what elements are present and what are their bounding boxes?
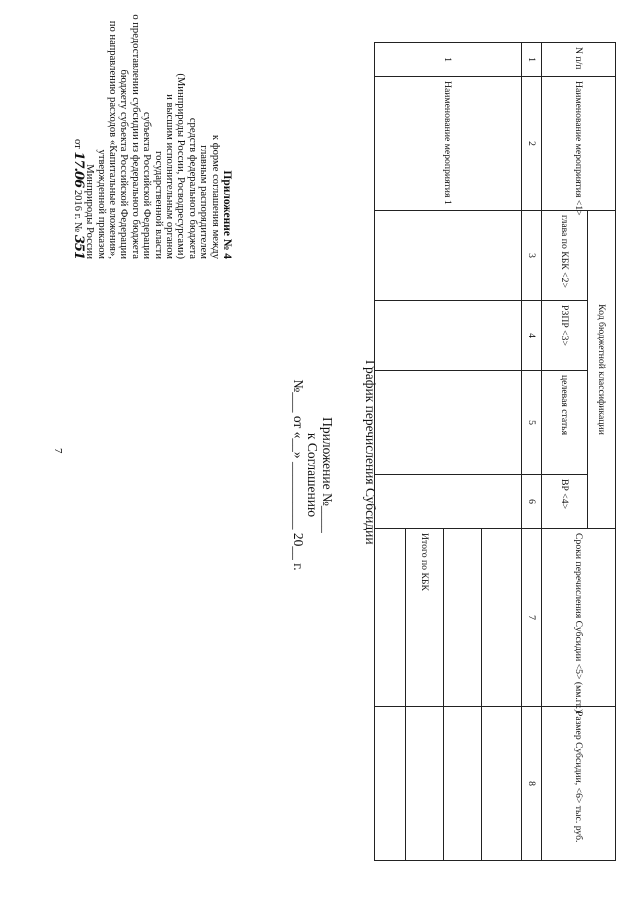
row-name: Наименование мероприятия 1 — [375, 77, 522, 211]
col-number: 1 — [522, 43, 542, 77]
subsidy-schedule-table — [375, 42, 616, 860]
annex-line: (Минприроды России, Росводресурсами) — [175, 73, 187, 259]
cell-terms — [444, 529, 482, 707]
header-num: N п/п — [542, 43, 616, 77]
cell-rzpr — [375, 301, 522, 371]
header-kbk-group: Код бюджетной классификации — [588, 211, 616, 529]
cell-amount — [482, 707, 522, 861]
header-name: Наименование мероприятия <1> — [542, 77, 616, 211]
cell-terms — [375, 529, 406, 707]
cell-cs — [375, 371, 522, 475]
annex-line: Минприроды России — [84, 164, 96, 259]
row-num: 1 — [375, 43, 522, 77]
annex-line: о предоставлении субсидии из федерального бюджета — [129, 14, 141, 259]
table-title: График перечисления Субсидии — [363, 360, 378, 545]
cell-glava — [375, 211, 522, 301]
annex-line: утвержденной приказом — [95, 149, 107, 259]
annex-date-year: 2016 г. № — [71, 189, 83, 233]
cell-amount — [406, 707, 444, 861]
agreement-label: к Соглашению — [305, 432, 321, 518]
annex-date-prefix: от — [71, 138, 83, 149]
header-cs: целевая статья — [542, 371, 588, 475]
annex-line: государственной власти — [152, 150, 164, 259]
annex-stamp — [71, 4, 232, 259]
annex-line: бюджету субъекта Российской Федерации — [118, 69, 130, 259]
cell-terms — [482, 529, 522, 707]
appendix-label: Приложение №____ — [320, 417, 335, 533]
annex-line: по направлению расходов «Капитальные вложения», — [106, 20, 118, 259]
handwritten-date: 17.06 — [70, 151, 86, 188]
col-number: 8 — [522, 707, 542, 861]
agreement-header — [291, 350, 335, 600]
annex-title: Приложение № 4 — [221, 170, 233, 259]
annex-line: субъекта Российской Федерации — [141, 111, 153, 259]
cell-amount — [444, 707, 482, 861]
header-rzpr: РЗПР <3> — [542, 301, 588, 371]
annex-line: и высшим исполнительным органом — [163, 94, 175, 259]
col-number: 2 — [522, 77, 542, 211]
col-number: 6 — [522, 475, 542, 529]
cell-amount — [375, 707, 406, 861]
col-number: 3 — [522, 211, 542, 301]
header-glava: глава по КБК <2> — [542, 211, 588, 301]
agreement-number-date: №___ от «__» __________ 20__ г. — [291, 379, 306, 571]
header-vr: ВР <4> — [542, 475, 588, 529]
annex-date-line — [70, 4, 86, 259]
col-number: 4 — [522, 301, 542, 371]
cell-vr — [375, 475, 522, 529]
page-number: 7 — [52, 448, 64, 454]
annex-line: главным распорядителем — [198, 145, 210, 259]
header-amount: Размер Субсидии, <6> тыс. руб. — [542, 707, 616, 861]
col-number: 7 — [522, 529, 542, 707]
annex-line: к форме соглашения между — [209, 134, 221, 259]
handwritten-number: 351 — [70, 234, 86, 259]
total-label: Итого по КБК — [406, 529, 444, 707]
col-number: 5 — [522, 371, 542, 475]
header-terms: Сроки перечисления Субсидии <5> (мм.гг.) — [542, 529, 616, 707]
annex-line: средств федерального бюджета — [186, 117, 198, 259]
